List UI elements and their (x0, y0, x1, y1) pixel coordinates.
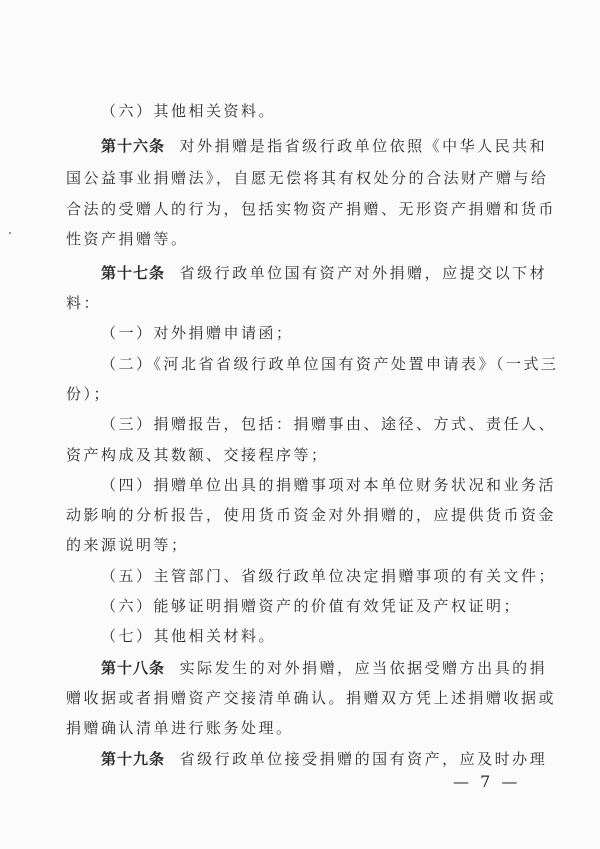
line-text: （三）捐赠报告，包括：捐赠事由、途径、方式、责任人、 (101, 415, 557, 433)
line-text: 合法的受赠人的行为，包括实物资产捐赠、无形资产捐赠和货币 (66, 200, 557, 218)
text-line (66, 293, 101, 313)
text-line (66, 535, 189, 555)
text-line (101, 323, 294, 343)
line-text: 对外捐赠是指省级行政单位依照《中华人民共和 (179, 137, 548, 155)
text-line (66, 168, 549, 188)
binding-hole-mark (9, 232, 11, 234)
line-text: （一）对外捐赠申请函； (101, 324, 294, 342)
page-number: — 7 — (453, 772, 521, 791)
text-line (101, 354, 559, 374)
article-heading: 第十六条 (101, 137, 166, 155)
text-line (101, 596, 521, 616)
line-text: 赠收据或者捐赠资产交接清单确认。捐赠双方凭上述捐赠收据或 (66, 689, 557, 707)
text-line (66, 718, 294, 738)
text-line (101, 101, 276, 121)
text-line (101, 475, 556, 495)
article-17-line (101, 263, 547, 283)
text-line (66, 384, 111, 404)
line-text: 省级行政单位接受捐赠的国有资产，应及时办理 (179, 750, 548, 768)
line-text: （七）其他相关材料。 (101, 627, 277, 645)
line-text: 捐赠确认清单进行账务处理。 (66, 719, 294, 737)
text-line (101, 414, 556, 434)
article-18-line (101, 658, 547, 678)
text-line (66, 505, 556, 525)
article-heading: 第十七条 (101, 264, 166, 282)
line-text: 省级行政单位国有资产对外捐赠，应提交以下材 (179, 264, 548, 282)
text-line (66, 229, 189, 249)
line-text: （六）其他相关资料。 (101, 102, 277, 120)
line-text: 料： (66, 294, 102, 312)
text-line (101, 566, 556, 586)
text-line (66, 199, 556, 219)
line-text: （六）能够证明捐赠资产的价值有效凭证及产权证明； (101, 597, 522, 615)
line-text: 资产构成及其数额、交接程序等； (66, 446, 329, 464)
article-16-line (101, 136, 547, 156)
line-text: （二）《河北省省级行政单位国有资产处置申请表》（一式三 (101, 355, 559, 373)
line-text: 性资产捐赠等。 (66, 230, 189, 248)
line-text: （五）主管部门、省级行政单位决定捐赠事项的有关文件； (101, 567, 557, 585)
line-text: 份）； (66, 385, 112, 403)
line-text: 实际发生的对外捐赠，应当依据受赠方出具的捐 (179, 659, 548, 677)
article-heading: 第十九条 (101, 750, 166, 768)
line-text: 的来源说明等； (66, 536, 189, 554)
article-19-line (101, 749, 547, 769)
line-text: 国公益事业捐赠法》，自愿无偿将其有权处分的合法财产赠与给 (66, 169, 549, 187)
text-line (101, 626, 276, 646)
article-heading: 第十八条 (101, 659, 166, 677)
line-text: 动影响的分析报告，使用货币资金对外捐赠的，应提供货币资金 (66, 506, 557, 524)
text-line (66, 445, 329, 465)
text-line (66, 688, 556, 708)
line-text: （四）捐赠单位出具的捐赠事项对本单位财务状况和业务活 (101, 476, 557, 494)
